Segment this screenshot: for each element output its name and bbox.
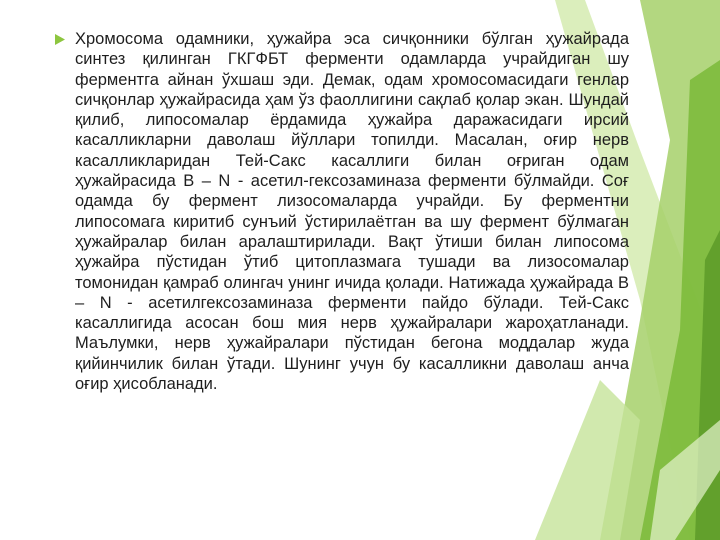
- body-paragraph: Хромосома одамники, ҳужайра эса сичқонники бўлган ҳужайрада синтез қилинган ГКГФБТ ферменти одамларда учрайдиган шу ферментга айнан ўхшаш эди. Демак, одам хромосомасидаги генлар сичқонлар ҳужайрасида ҳам ўз фаоллигини сақлаб қолар экан. Шундай қилиб, липосомалар ёрдамида ҳужайра даражасидаги ирсий касалликларни даволаш йўллари топилди. Масалан, оғир нерв касалликларидан Тей-Сакс касаллиги билан оғриган одам ҳужайрасида В – N - асетил-гексозаминаза ферменти бўлмайди. Соғ одамда бу фермент лизосомаларда учрайди. Бу ферментни липосомага киритиб сунъий ўстирилаётган ва шу фермент бўлмаган ҳужайралар билан аралаштирилади. Вақт ўтиши билан липосома ҳужайра пўстидан ўтиб цитоплазмага тушади ва лизосомалар томонидан қамраб олингач унинг ичида қолади. Натижада ҳужайрада В – N - асетилгексозаминаза ферменти пайдо бўлади. Тей-Сакс касаллигида асосан бош мия нерв ҳужайралари жароҳатланади. Маълумки, нерв ҳужайралари пўстидан бегона моддалар жуда қийинчилик билан ўтади. Шунинг учун бу касалликни даволаш анча оғир ҳисобланади.: [75, 30, 629, 394]
- triangle-bullet-icon: [55, 34, 65, 45]
